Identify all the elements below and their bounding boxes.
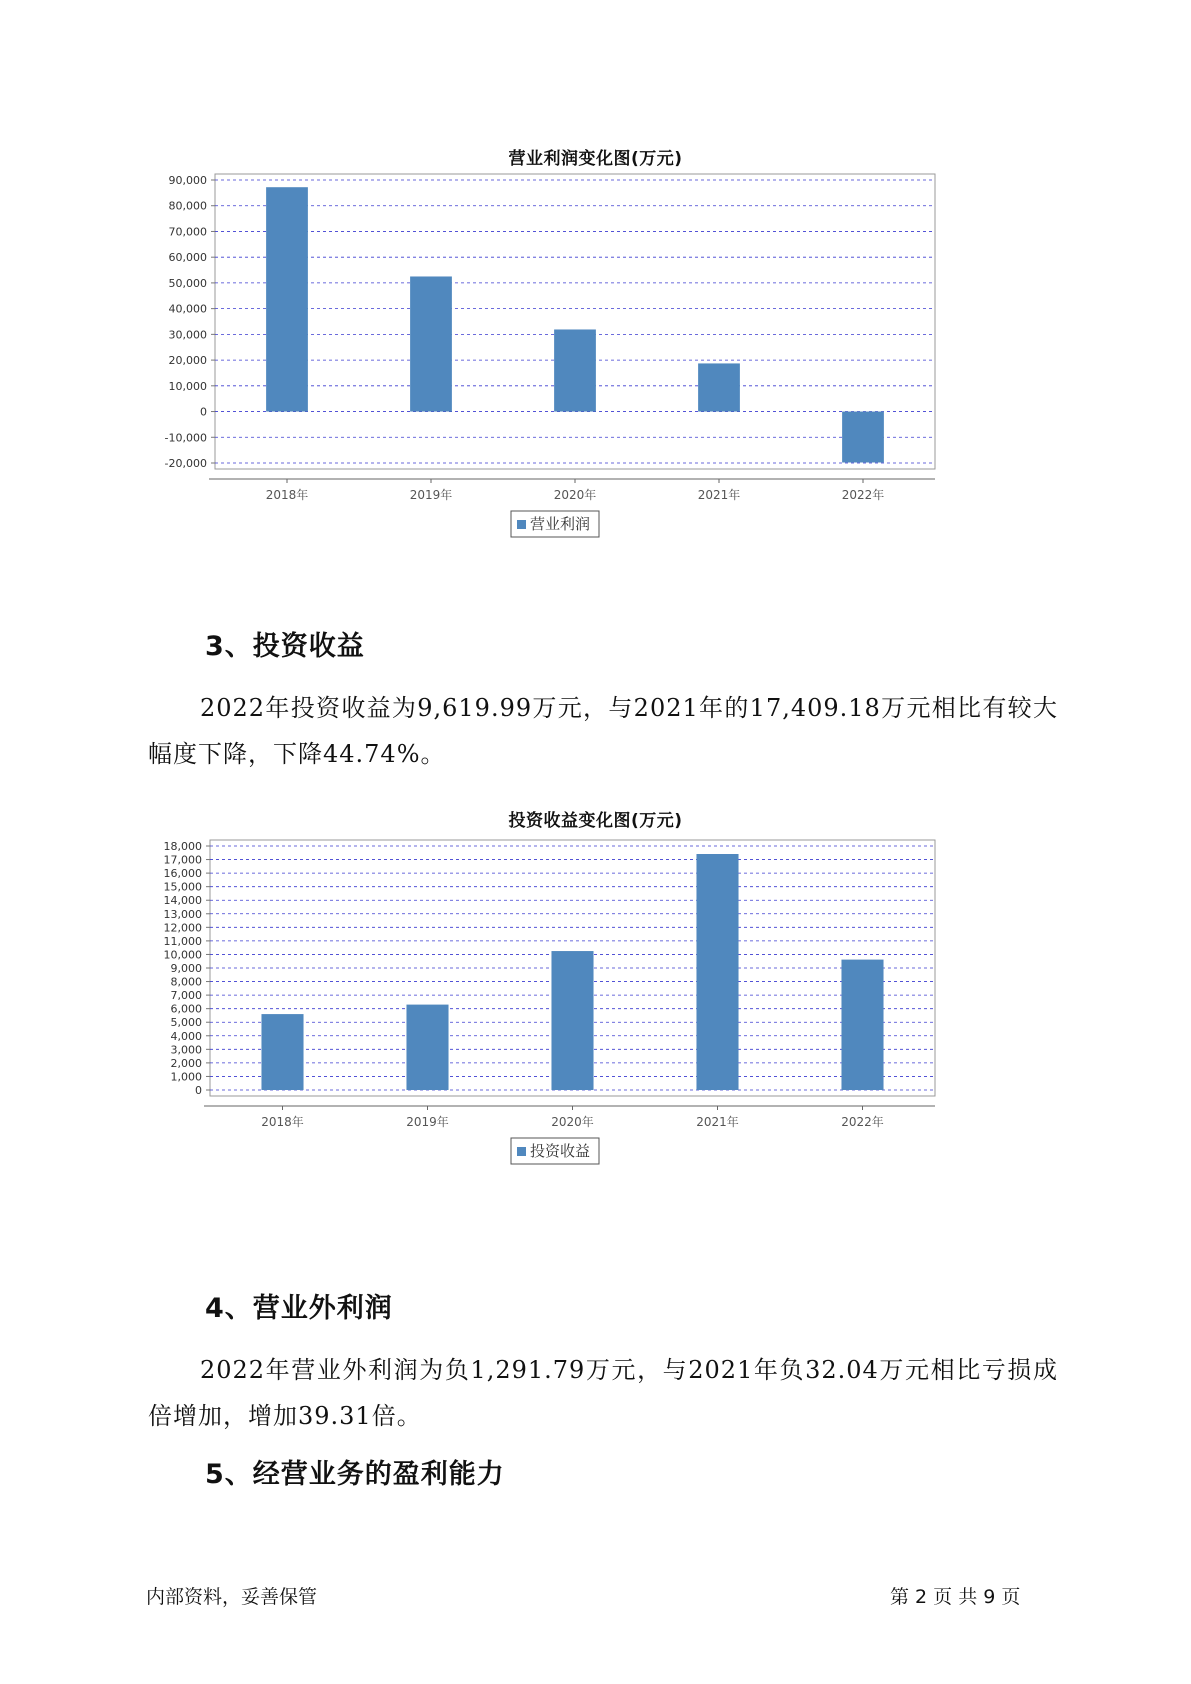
y-tick-label: 2,000 (170, 1056, 202, 1070)
y-tick-label: 60,000 (168, 251, 207, 265)
x-tick-label: 2020年 (551, 1115, 594, 1129)
footer-page-number: 第 2 页 共 9 页 (890, 1586, 1021, 1608)
y-tick-label: 14,000 (163, 894, 202, 908)
chart2-title: 投资收益变化图(万元) (508, 811, 683, 831)
investment-income-chart (0, 842, 1191, 1252)
y-tick-label: 12,000 (163, 921, 202, 935)
x-tick-label: 2019年 (409, 488, 453, 502)
x-tick-label: 2018年 (261, 1115, 304, 1129)
y-tick-label: 9,000 (170, 962, 202, 975)
y-tick-label: 40,000 (168, 302, 207, 316)
legend-swatch (517, 520, 526, 529)
legend-label: 营业利润 (530, 515, 591, 533)
y-tick-label: 8,000 (170, 975, 202, 989)
y-tick-label: 16,000 (163, 867, 202, 881)
y-tick-label: 4,000 (170, 1029, 202, 1043)
y-tick-label: 7,000 (170, 989, 202, 1003)
y-tick-label: 50,000 (168, 276, 207, 290)
section4-heading: 4、营业外利润 (205, 1293, 393, 1324)
y-tick-label: 3,000 (170, 1043, 202, 1057)
y-tick-label: 17,000 (163, 853, 202, 867)
bar-2021年 (698, 363, 740, 411)
section3-heading: 3、投资收益 (205, 631, 365, 662)
y-tick-label: 1,000 (170, 1070, 202, 1084)
y-tick-label: 90,000 (168, 174, 207, 187)
x-tick-label: 2021年 (696, 1115, 739, 1129)
y-tick-label: 13,000 (163, 907, 202, 921)
x-tick-label: 2022年 (841, 488, 885, 502)
section3-paragraph: 2022年投资收益为9,619.99万元，与2021年的17,409.18万元相比有较大幅度下降，下降44.74%。 (148, 694, 1058, 768)
operating-profit-chart (0, 174, 1191, 590)
y-tick-label: 6,000 (170, 1002, 202, 1016)
x-tick-label: 2018年 (265, 488, 309, 502)
bar-2018年 (266, 187, 308, 411)
y-tick-label: 10,000 (163, 948, 202, 962)
bar-2020年 (554, 329, 596, 411)
y-tick-label: 30,000 (168, 328, 207, 342)
bar-2019年 (410, 276, 452, 411)
y-tick-label: 70,000 (168, 225, 207, 239)
section4-paragraph: 2022年营业外利润为负1,291.79万元，与2021年负32.04万元相比亏损成倍增加，增加39.31倍。 (148, 1356, 1058, 1430)
bar-2021年 (696, 854, 738, 1090)
y-tick-label: 0 (200, 405, 207, 419)
bar-2022年 (841, 960, 883, 1090)
x-tick-label: 2019年 (406, 1115, 449, 1129)
x-tick-label: 2022年 (841, 1115, 884, 1129)
footer-confidential: 内部资料，妥善保管 (146, 1586, 318, 1608)
bar-2019年 (406, 1005, 448, 1090)
legend-swatch (517, 1147, 526, 1156)
y-tick-label: 80,000 (168, 199, 207, 213)
chart1-title: 营业利润变化图(万元) (508, 149, 683, 169)
x-tick-label: 2020年 (553, 488, 597, 502)
y-tick-label: 15,000 (163, 880, 202, 894)
y-tick-label: -20,000 (164, 457, 207, 470)
bar-2020年 (551, 951, 593, 1090)
y-tick-label: 18,000 (163, 840, 202, 853)
y-tick-label: 0 (195, 1084, 202, 1097)
legend-label: 投资收益 (530, 1142, 591, 1160)
section5-heading: 5、经营业务的盈利能力 (205, 1459, 505, 1490)
y-tick-label: -10,000 (164, 431, 207, 445)
plot-area (215, 174, 935, 469)
bar-2022年 (842, 412, 884, 463)
y-tick-label: 5,000 (170, 1016, 202, 1030)
x-tick-label: 2021年 (697, 488, 741, 502)
y-tick-label: 10,000 (168, 379, 207, 393)
y-tick-label: 20,000 (168, 354, 207, 368)
bar-2018年 (261, 1014, 303, 1090)
y-tick-label: 11,000 (163, 934, 202, 948)
